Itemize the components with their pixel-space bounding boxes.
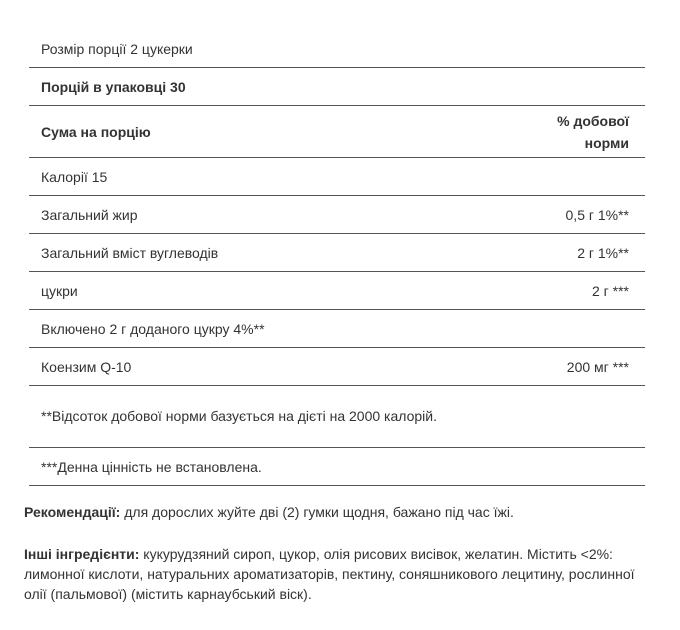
footnote-daily: **Відсоток добової норми базується на дієті на 2000 калорій. xyxy=(41,408,437,424)
recommendations-label: Рекомендації: xyxy=(24,504,121,520)
recommendations-text: для дорослих жуйте дві (2) гумки щодня, бажано під час їжі. xyxy=(120,504,514,520)
footnote-not-established: ***Денна цінність не встановлена. xyxy=(29,448,645,486)
nutrient-row xyxy=(29,348,645,386)
recommendations-paragraph xyxy=(24,502,654,522)
footnote-daily-row xyxy=(29,386,645,448)
nutrient-value: 0,5 г 1%** xyxy=(470,196,645,234)
serving-size: Розмір порції 2 цукерки xyxy=(29,30,645,68)
nutrient-label: цукри xyxy=(29,272,470,310)
footnote-not-established-row xyxy=(29,448,645,486)
daily-value-header xyxy=(470,106,645,158)
servings-per-container: Порцій в упаковці 30 xyxy=(29,68,645,106)
table-header-row xyxy=(29,106,645,158)
supplement-facts-table xyxy=(29,30,645,486)
nutrient-value: 2 г 1%** xyxy=(470,234,645,272)
nutrient-row xyxy=(29,234,645,272)
amount-per-serving-header: Сума на порцію xyxy=(29,106,470,158)
daily-value-header-text: % добової норми xyxy=(557,112,629,151)
serving-size-row xyxy=(29,30,645,68)
nutrient-label: Калорії 15 xyxy=(29,158,470,196)
nutrient-label: Загальний вміст вуглеводів xyxy=(29,234,470,272)
nutrient-value xyxy=(470,158,645,196)
nutrient-row xyxy=(29,196,645,234)
nutrient-row xyxy=(29,272,645,310)
servings-per-container-row xyxy=(29,68,645,106)
nutrient-label: Включено 2 г доданого цукру 4%** xyxy=(29,310,470,348)
nutrient-value: 2 г *** xyxy=(470,272,645,310)
nutrient-label: Загальний жир xyxy=(29,196,470,234)
nutrient-label: Коензим Q-10 xyxy=(29,348,470,386)
footnote-daily-cell xyxy=(29,386,645,448)
nutrient-row xyxy=(29,158,645,196)
nutrient-value xyxy=(470,310,645,348)
ingredients-paragraph xyxy=(24,544,654,604)
ingredients-text: кукурудзяний сироп, цукор, олія рисових висівок, желатин. Містить <2%: лимонної кислоти, натуральних ароматизаторів, пектину, соняшникового лецитину, рослинної олії (пальмової) (містить карнаубський віск). xyxy=(24,546,635,602)
nutrient-row xyxy=(29,310,645,348)
ingredients-label: Інші інгредієнти: xyxy=(24,546,140,562)
nutrient-value: 200 мг *** xyxy=(470,348,645,386)
